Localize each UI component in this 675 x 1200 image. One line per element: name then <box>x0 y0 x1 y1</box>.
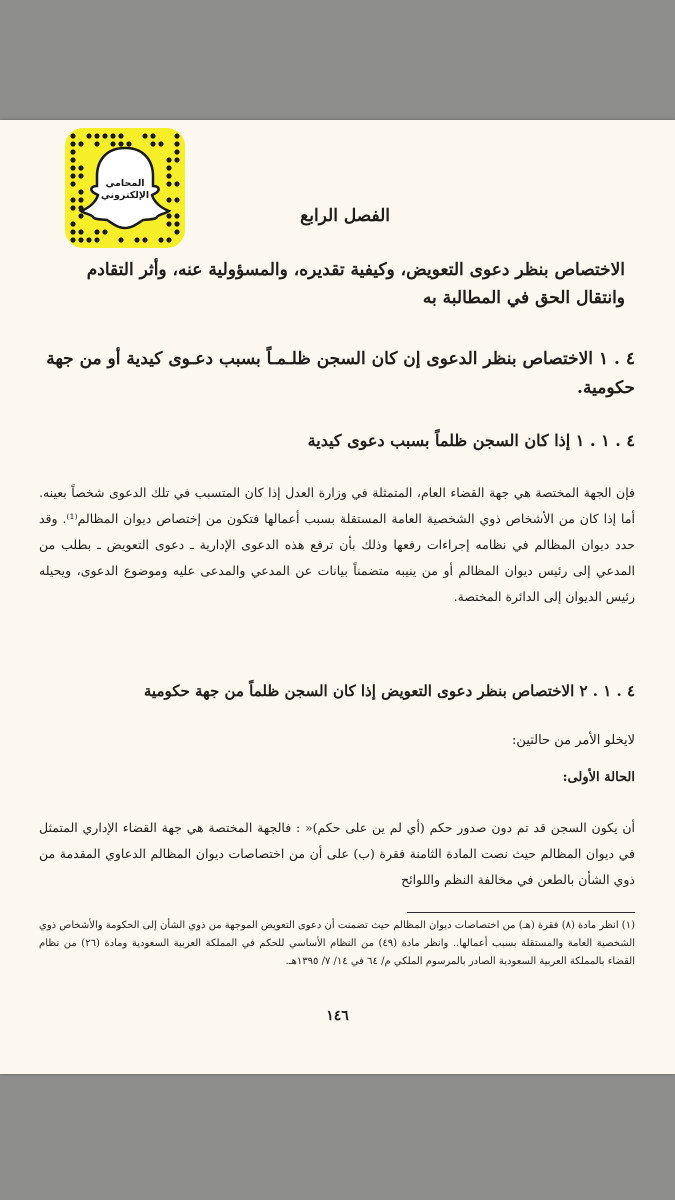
body-paragraph-2: أن يكون السجن قد تم دون صدور حكم (أي لم ين على حكم)« : فالجهة المختصة هي جهة القضاء الإداري المتمثل في ديوان المظالم حيث نصت المادة الثامنة فقرة (ب) على أن من اختصاصات ديوان المظالم الدعاوي المقدمة من ذوي الشأن بالطعن في مخالفة النظم واللوائح <box>39 820 635 887</box>
section-heading-4-1: ٤ . ١ الاختصاص بنظر الدعوى إن كان السجن ظلـمـاً بسبب دعـوى كيدية أو من جهة حكومية. <box>46 349 635 398</box>
snapcode-dot <box>94 133 99 138</box>
snapcode-dot <box>166 237 171 242</box>
section-heading-4-1-2: ٤ . ١ . ٢ الاختصاص بنظر دعوى التعويض إذا كان السجن ظلماً من جهة حكومية <box>143 682 635 700</box>
snapcode-dot <box>118 237 123 242</box>
book-page <box>0 120 675 1074</box>
case-label: الحالة الأولى: <box>562 770 635 785</box>
snapcode[interactable] <box>65 128 185 248</box>
snapcode-dot <box>174 141 179 146</box>
snapcode-dot <box>158 237 163 242</box>
section-heading-4-1-1: ٤ . ١ . ١ إذا كان السجن ظلماً بسبب دعوى كيدية <box>307 431 635 450</box>
snapcode-line-2: الإلكتروني <box>100 190 150 201</box>
snapcode-dot <box>70 237 75 242</box>
snapcode-dot <box>70 165 75 170</box>
snapcode-dot <box>70 141 75 146</box>
body-paragraph-1: فإن الجهة المختصة هي جهة القضاء العام، المتمثلة في وزارة العدل إذا كان المتسبب في تلك الدعوى شخصاً بعينه. أما إذا كان من الأشخاص ذوي الشخصية العامة المستقلة بسبب أعمالها فتكون من إختصاص ديوان المظالم⁽¹⁾. وقد حدد ديوان المظالم في نظامه إجراءات رفعها وذلك بأن ترفع هذه الدعوى الإدارية ـ دعوى التعويض ـ بطلب من المدعي إلى رئيس ديوان المظالم أو من ينيبه متضمناً بيانات عن المدعي والمدعى عليه وموضوع الدعوى، ويحيله رئيس الديوان إلى الدائرة المختصة. <box>39 485 636 604</box>
snapcode-dot <box>70 149 75 154</box>
snapcode-dot <box>78 229 83 234</box>
snapcode-line-1: المحامي <box>105 178 145 189</box>
snapcode-dot <box>70 157 75 162</box>
snapcode-dot <box>150 133 155 138</box>
snapcode-dot <box>78 237 83 242</box>
snapcode-dot <box>166 165 171 170</box>
intro-line: لايخلو الأمر من حالتين: <box>512 733 635 748</box>
snapcode-dot <box>118 133 123 138</box>
page-number: ١٤٦ <box>326 1008 349 1024</box>
snapcode-dot <box>78 165 83 170</box>
snapcode-dot <box>142 133 147 138</box>
snapcode-dot <box>110 133 115 138</box>
snapcode-dot <box>134 237 139 242</box>
snapcode-dot <box>166 157 171 162</box>
snapcode-dot <box>102 133 107 138</box>
snapcode-dot <box>126 141 131 146</box>
chapter-title: الفصل الرابع <box>300 206 390 226</box>
snapcode-dot <box>70 221 75 226</box>
snapcode-dot <box>166 221 171 226</box>
snapcode-dot <box>86 133 91 138</box>
snapcode-dot <box>70 133 75 138</box>
snapcode-dot <box>174 229 179 234</box>
snapcode-dot <box>142 237 147 242</box>
snapcode-label <box>65 178 185 202</box>
snapcode-dot <box>174 213 179 218</box>
snapcode-dot <box>166 213 171 218</box>
snapcode-dot <box>174 157 179 162</box>
snapcode-dot <box>110 141 115 146</box>
snapcode-dot <box>94 237 99 242</box>
snapcode-dot <box>158 141 163 146</box>
footnote: (١) انظر مادة (٨) فقرة (هـ) من اختصاصات ديوان المظالم حيث تضمنت أن دعوى التعويض الموجهة من ذوي الشأن إلى الحكومة والأشخاص ذوي الشخصية العامة والمستقلة بسبب أعمالها.. وانظر مادة (٤٩) من النظام الأساسي للحكم في المملكة العربية السعودية ومادة (٢٦) من نظام القضاء بالمملكة العربية السعودية الصادر بالمرسوم الملكي م/ ٦٤ في ١٤/ ٧/ ١٣٩٥هـ. <box>39 920 636 967</box>
footnote-divider <box>407 912 635 913</box>
snapcode-dot <box>118 141 123 146</box>
snapcode-dot <box>78 141 83 146</box>
chapter-subtitle: الاختصاص بنظر دعوى التعويض، وكيفية تقديره، والمسؤولية عنه، وأثر التقادم وانتقال الحق في المطالبة به <box>86 260 625 308</box>
snapcode-dot <box>70 205 75 210</box>
snapcode-dot <box>174 133 179 138</box>
snapcode-dot <box>94 141 99 146</box>
snapcode-dot <box>102 229 107 234</box>
snapcode-dot <box>150 141 155 146</box>
snapcode-dot <box>174 149 179 154</box>
snapcode-dot <box>70 229 75 234</box>
snapcode-dot <box>174 221 179 226</box>
snapcode-dot <box>94 229 99 234</box>
snapcode-dot <box>86 237 91 242</box>
snapcode-dot <box>78 213 83 218</box>
